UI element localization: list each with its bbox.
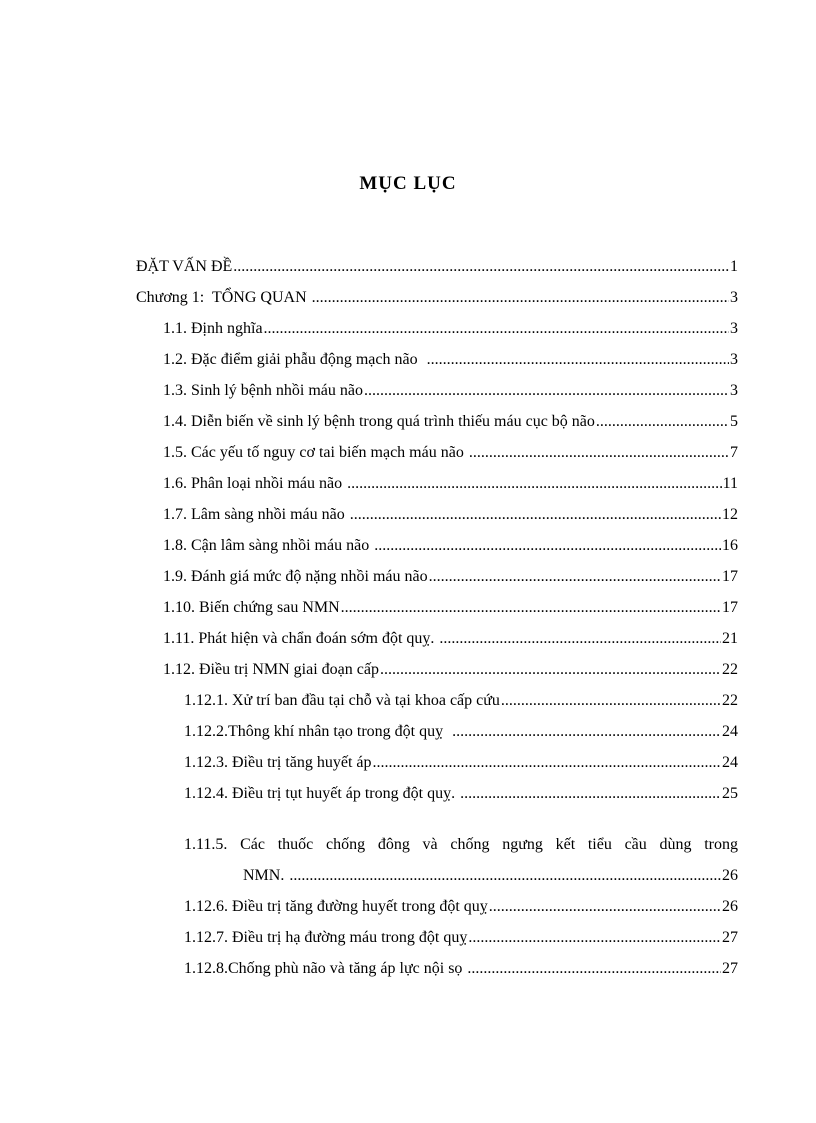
toc-entry-label: 1.8. Cận lâm sàng nhồi máu não [163, 537, 374, 554]
toc-entry [0, 535, 816, 565]
toc-page-number: 3 [730, 289, 738, 306]
toc-entry [0, 865, 816, 895]
toc-entry-label: 1.9. Đánh giá mức độ nặng nhồi máu não [163, 568, 428, 585]
leader-dots [374, 535, 721, 557]
leader-dots [439, 628, 721, 650]
toc-entry [0, 783, 816, 813]
toc-page-number: 12 [722, 506, 738, 523]
toc-entry-label: 1.4. Diễn biến về sinh lý bệnh trong quá trình thiếu máu cục bộ não [163, 413, 595, 430]
leader-dots [467, 958, 721, 980]
toc-entry-label: 1.6. Phân loại nhồi máu não [163, 475, 347, 492]
leader-dots [460, 783, 721, 805]
leader-dots [364, 380, 729, 402]
toc-entry-label: 1.10. Biến chứng sau NMN [163, 599, 340, 616]
leader-dots [452, 721, 721, 743]
leader-dots [489, 896, 721, 918]
toc-page-number: 1 [730, 258, 738, 275]
toc-entry [0, 504, 816, 534]
leader-dots [347, 473, 722, 495]
toc-page-number: 27 [722, 960, 738, 977]
toc-entry-label: 1.12.1. Xử trí ban đầu tại chỗ và tại khoa cấp cứu [184, 692, 500, 709]
leader-dots [264, 318, 729, 340]
toc-entry [0, 659, 816, 689]
toc-entry [0, 442, 816, 472]
toc-entry [0, 318, 816, 348]
toc-entry-label: 1.12.6. Điều trị tăng đường huyết trong đột quỵ [184, 898, 488, 915]
leader-dots [468, 927, 721, 949]
toc-entry-label: 1.5. Các yếu tố nguy cơ tai biến mạch máu não [163, 444, 468, 461]
toc-entry [0, 411, 816, 441]
toc-entry-label: 1.11. Phát hiện và chẩn đoán sớm đột quỵ. [163, 630, 439, 647]
toc-entry [0, 721, 816, 751]
toc-entry-label: 1.1. Định nghĩa [163, 320, 263, 337]
toc-entry-label: 1.2. Đặc điểm giải phẫu động mạch não [163, 351, 426, 368]
toc-entry-label: 1.12.8.Chống phù não và tăng áp lực nội sọ [184, 960, 467, 977]
leader-dots [501, 690, 721, 712]
toc-page-number: 3 [730, 382, 738, 399]
toc-entry-label: 1.12.4. Điều trị tụt huyết áp trong đột quỵ. [184, 785, 460, 802]
toc-page-number: 26 [722, 898, 738, 915]
toc-entry-label: 1.12.2.Thông khí nhân tạo trong đột quỵ [184, 723, 452, 740]
leader-dots [469, 442, 729, 464]
toc-page-number: 11 [722, 475, 738, 492]
leader-dots [341, 597, 721, 619]
toc-entry [0, 896, 816, 926]
toc-entry [0, 597, 816, 627]
toc-page-number: 7 [730, 444, 738, 461]
leader-dots [350, 504, 721, 526]
toc-entry-label: 1.3. Sinh lý bệnh nhồi máu não [163, 382, 363, 399]
toc-entry [0, 287, 816, 317]
toc-entry-wrapped-line [0, 834, 816, 864]
toc-page-number: 22 [722, 692, 738, 709]
toc-page-number: 17 [722, 599, 738, 616]
toc-entry [0, 927, 816, 957]
toc-page-number: 27 [722, 929, 738, 946]
toc-entry-label: Chương 1: TỔNG QUAN [136, 289, 311, 306]
toc-entry-label: NMN. [243, 867, 289, 884]
leader-dots [233, 256, 729, 278]
toc-page-number: 22 [722, 661, 738, 678]
toc-page-number: 24 [722, 723, 738, 740]
toc-entry-label: ĐẶT VẤN ĐỀ [136, 258, 233, 275]
leader-dots [380, 659, 721, 681]
leader-dots [312, 287, 729, 309]
toc-page-number: 3 [730, 351, 738, 368]
toc-page-number: 17 [722, 568, 738, 585]
toc-page-number: 24 [722, 754, 738, 771]
toc-entry-label-first-line: 1.11.5. Các thuốc chống đông và chống ngưng kết tiểu cầu dùng trong [184, 836, 738, 853]
leader-dots [427, 349, 729, 371]
toc-page-number: 21 [722, 630, 738, 647]
toc-page-number: 16 [722, 537, 738, 554]
toc-page-number: 25 [722, 785, 738, 802]
toc-entry-label: 1.7. Lâm sàng nhồi máu não [163, 506, 349, 523]
toc-entry-label: 1.12.3. Điều trị tăng huyết áp [184, 754, 372, 771]
toc-entry [0, 566, 816, 596]
toc-entry [0, 752, 816, 782]
toc-entry [0, 473, 816, 503]
toc-entry [0, 380, 816, 410]
toc-entry [0, 349, 816, 379]
toc-entry [0, 958, 816, 988]
leader-dots [596, 411, 729, 433]
toc-entry [0, 256, 816, 286]
toc-entry [0, 628, 816, 658]
toc-entry [0, 690, 816, 720]
page-title: MỤC LỤC [359, 173, 457, 194]
leader-dots [373, 752, 721, 774]
leader-dots [429, 566, 721, 588]
toc-entry-label: 1.12.7. Điều trị hạ đường máu trong đột quỵ [184, 929, 468, 946]
toc-page-number: 3 [730, 320, 738, 337]
toc-page-number: 5 [730, 413, 738, 430]
toc-entry-label: 1.12. Điều trị NMN giai đoạn cấp [163, 661, 379, 678]
leader-dots [289, 865, 721, 887]
toc-page-number: 26 [722, 867, 738, 884]
